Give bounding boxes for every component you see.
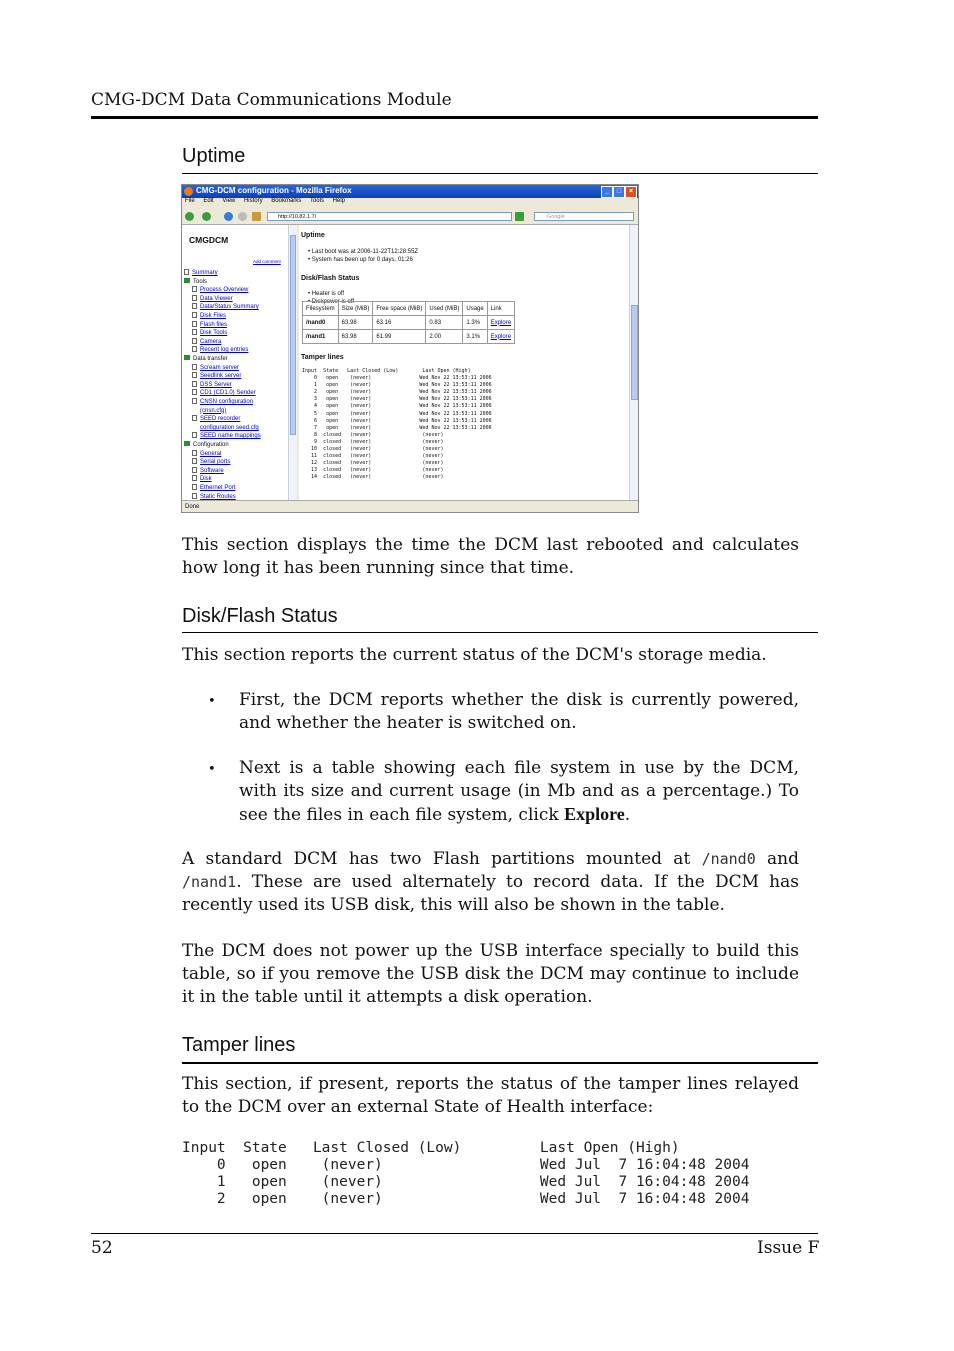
page-number: 52 <box>91 1238 113 1258</box>
sidebar-item-label: Summary <box>192 270 218 276</box>
sidebar-item[interactable] <box>192 407 226 416</box>
menu-history[interactable]: History <box>243 198 263 204</box>
sidebar-item[interactable] <box>192 424 259 433</box>
page-icon <box>192 475 197 481</box>
column-header: Filesystem <box>303 302 339 316</box>
page-icon <box>192 484 197 490</box>
sidebar-item <box>184 278 207 287</box>
sidebar-item[interactable] <box>192 484 235 493</box>
bullet-dot: • <box>208 762 216 777</box>
main-content <box>299 225 629 500</box>
sidebar-item-label: Recent log entries <box>200 347 249 354</box>
table-cell: 2.00 <box>426 330 463 344</box>
sidebar-item[interactable] <box>192 286 248 295</box>
sidebar-item-label: Flash files <box>200 321 228 328</box>
explore-link[interactable]: Explore <box>487 330 514 344</box>
menu-tools[interactable]: Tools <box>309 198 324 204</box>
go-icon[interactable] <box>515 212 524 221</box>
status-text: Done <box>185 504 200 510</box>
main-scrollbar[interactable] <box>629 225 639 500</box>
sidebar-item-label: configuration seed.cfg <box>200 424 259 431</box>
menu-help[interactable]: Help <box>332 198 345 204</box>
sidebar-item[interactable] <box>184 269 218 278</box>
page-icon <box>192 286 197 292</box>
sidebar-item[interactable] <box>192 458 230 467</box>
up-time-item: • System has been up for 0 days, 01:26 <box>308 257 413 263</box>
table-cell: 63.98 <box>338 330 373 344</box>
sidebar-item[interactable] <box>192 372 241 381</box>
mini-tamper-heading: Tamper lines <box>301 354 344 361</box>
stop-icon[interactable] <box>238 212 247 221</box>
folder-icon <box>184 278 190 283</box>
sidebar-item-label: Disk Tools <box>200 330 228 337</box>
tamper-description: This section, if present, reports the status of the tamper lines relayed to the DCM over an external State of Health interface: <box>182 1074 799 1117</box>
header-rule <box>91 116 818 119</box>
page-icon <box>192 467 197 473</box>
sidebar-item-label: Data transfer <box>193 356 228 362</box>
uptime-rule <box>182 173 818 174</box>
window-title: CMG-DCM configuration - Mozilla Firefox <box>196 186 352 195</box>
table-row <box>303 330 515 344</box>
sidebar-item[interactable] <box>192 295 233 304</box>
sidebar-item[interactable] <box>192 338 221 347</box>
sidebar-item-label: Software <box>200 467 224 474</box>
page-icon <box>192 346 197 352</box>
page-icon <box>192 303 197 309</box>
uptime-heading: Uptime <box>182 145 246 167</box>
nand0-path: /nand0 <box>701 850 756 868</box>
footer-rule <box>91 1233 818 1234</box>
sidebar-item[interactable] <box>192 364 239 373</box>
usb-paragraph: The DCM does not power up the USB interface specially to build this table, so if you remove the USB disk the DCM may continue to include it in the table until it attempts a disk operation. <box>182 941 799 1007</box>
explore-link[interactable]: Explore <box>487 316 514 330</box>
status-bar <box>182 500 638 513</box>
page-icon <box>192 458 197 464</box>
menubar <box>182 198 638 208</box>
mini-disk-heading: Disk/Flash Status <box>301 275 360 282</box>
sidebar-item[interactable] <box>192 389 256 398</box>
table-cell: /nand0 <box>303 316 339 330</box>
sidebar-item-label: Process Overview <box>200 287 249 294</box>
page-icon <box>192 432 197 438</box>
table-cell: /nand1 <box>303 330 339 344</box>
page-icon <box>192 312 197 318</box>
sidebar-item-label: Static Routes <box>200 493 236 500</box>
menu-edit[interactable]: Edit <box>203 198 214 204</box>
page-icon <box>192 338 197 344</box>
explore-term: Explore <box>564 804 625 824</box>
sidebar-item-label: Tools <box>193 278 208 285</box>
sidebar-item-label: Data Viewer <box>200 295 233 302</box>
table-cell: 63.16 <box>373 316 426 330</box>
nand1-path: /nand1 <box>182 873 237 891</box>
heater-item: • Heater is off <box>308 291 345 297</box>
tamper-heading: Tamper lines <box>182 1034 296 1056</box>
sidebar-item-label: Serial ports <box>200 459 231 466</box>
maximize-icon[interactable]: □ <box>613 186 625 198</box>
sidebar-item-label: DSS Server <box>200 381 232 388</box>
minimize-icon[interactable]: _ <box>601 186 613 198</box>
sidebar-item-label: Configuration <box>193 442 229 448</box>
table-cell: 61.99 <box>373 330 426 344</box>
sidebar-item[interactable] <box>192 467 224 476</box>
main-scroll-thumb[interactable] <box>631 305 638 400</box>
sidebar-item-label: CNSN configuration <box>200 399 254 405</box>
add-comment-link[interactable]: Add comment <box>253 259 281 264</box>
uptime-description: This section displays the time the DCM last rebooted and calculates how long it has been running since that time. <box>182 535 799 578</box>
firefox-screenshot <box>181 184 639 513</box>
column-header: Free space (MiB) <box>373 302 426 316</box>
tamper-listing: Input State Last Closed (Low) Last Open (High) 0 open (never) Wed Jul 7 16:04:48 2004 1 open (never) Wed Jul 7 16:04:48 2004 2 open (never) Wed Jul 7 16:04:48 2004 <box>182 1140 750 1207</box>
table-cell: 1.3% <box>463 316 487 330</box>
page-icon <box>192 389 197 395</box>
reload-icon[interactable] <box>224 212 233 221</box>
mini-tamper-listing: Input State Last Closed (Low) Last Open (High) 0 open (never) Wed Nov 22 13:53:11 2006 1 open (never) Wed Nov 22 13:53:11 2006 2 open (never) Wed Nov 22 13:53:11 2006 3 open (never) Wed Nov 22 13:53:11 2006 4 open (never) Wed Nov 22 13:53:11 2006 5 open (never) Wed Nov 22 13:53:11 2006 6 open (never) Wed Nov 22 13:53:11 2006 7 open (never) Wed Nov 22 13:53:11 2006 8 closed (never) (never) 9 closed (never) (never) 10 closed (never) (never) 11 closed (never) (never) 12 closed (never) (never) 13 closed (never) (never) 14 closed (never) (never) <box>302 368 492 481</box>
column-header: Usage <box>463 302 487 316</box>
diskpower-item: • Diskpower is off <box>308 299 355 305</box>
page-icon <box>192 381 197 387</box>
table-row <box>303 316 515 330</box>
boot-time-item: • Last boot was at 2006-11-22T12:28:55Z <box>308 249 419 255</box>
bullet-dot: • <box>208 694 216 709</box>
page-icon <box>192 329 197 335</box>
sidebar-item <box>184 441 229 450</box>
sidebar-item[interactable] <box>192 321 227 330</box>
search-input[interactable]: Google <box>534 212 634 221</box>
sidebar-item[interactable] <box>192 450 221 459</box>
sidebar-item[interactable] <box>192 432 261 441</box>
mini-uptime-heading: Uptime <box>301 232 325 239</box>
sidebar-item[interactable] <box>192 398 253 407</box>
disk-intro: This section reports the current status of the DCM's storage media. <box>182 645 767 665</box>
bullet-disk-power: First, the DCM reports whether the disk is currently powered, and whether the heater is switched on. <box>239 690 799 733</box>
nav-toolbar <box>182 209 638 225</box>
page-icon <box>192 295 197 301</box>
sidebar-item-label: General <box>200 450 222 457</box>
page-icon <box>184 269 189 275</box>
disk-rule <box>182 632 818 633</box>
sidebar-item-label: Data/Status Summary <box>200 304 259 311</box>
table-cell: 63.98 <box>338 316 373 330</box>
page-icon <box>192 398 197 404</box>
back-icon[interactable] <box>185 212 194 221</box>
forward-icon[interactable] <box>202 212 211 221</box>
window-titlebar <box>182 185 638 198</box>
sidebar-item-label: SEED name mappings <box>200 433 261 440</box>
sidebar-item[interactable] <box>192 415 240 424</box>
page-icon <box>192 493 197 499</box>
menu-view[interactable]: View <box>222 198 236 204</box>
sidebar-item-label: Disk <box>200 476 212 483</box>
disk-heading: Disk/Flash Status <box>182 605 338 627</box>
column-header: Used (MiB) <box>426 302 463 316</box>
brand-label: CMGDCM <box>189 235 229 245</box>
menu-bookmarks[interactable]: Bookmarks <box>271 198 302 204</box>
sidebar-item-label: Ethernet Port <box>200 485 236 491</box>
sidebar-item[interactable] <box>192 303 259 312</box>
partitions-paragraph: A standard DCM has two Flash partitions mounted at /nand0 and /nand1. These are used alternately to record data. If the DCM has recently used its USB disk, this will also be shown in the table. <box>182 849 799 915</box>
nav-sidebar <box>182 225 296 500</box>
filesystem-table-header <box>303 302 515 316</box>
url-input[interactable]: http://10.82.1.7/ <box>267 212 512 221</box>
sidebar-scroll-thumb[interactable] <box>290 235 296 435</box>
sidebar-item-label: Seedlink server <box>200 373 242 380</box>
sidebar-item-label: Disk Files <box>200 313 227 319</box>
folder-icon <box>184 355 190 360</box>
sidebar-item[interactable] <box>192 329 227 338</box>
sidebar-item <box>184 355 228 364</box>
filesystem-table <box>302 301 515 344</box>
menu-file[interactable]: File <box>185 198 195 204</box>
page-icon <box>192 450 197 456</box>
sidebar-item-label: Scream server <box>200 364 240 371</box>
page-icon <box>192 372 197 378</box>
table-cell: 3.1% <box>463 330 487 344</box>
column-header: Link <box>487 302 514 316</box>
bullet-filesystem-table: Next is a table showing each file system in use by the DCM, with its size and current usage (in Mb and as a percentage.) To see the files in each file system, click Explore. <box>239 758 799 825</box>
sidebar-item-label: CD1 (CD1.0) Sender <box>200 390 256 397</box>
firefox-icon <box>184 187 193 196</box>
sidebar-item-label: SEED recorder <box>200 416 241 423</box>
sidebar-item[interactable] <box>192 312 226 321</box>
close-icon[interactable]: × <box>625 186 637 198</box>
running-header: CMG-DCM Data Communications Module <box>91 90 452 110</box>
sidebar-item[interactable] <box>192 346 248 355</box>
page-icon <box>192 321 197 327</box>
table-cell: 0.83 <box>426 316 463 330</box>
column-header: Size (MiB) <box>338 302 373 316</box>
sidebar-item[interactable] <box>192 381 232 390</box>
page-icon <box>192 364 197 370</box>
sidebar-item-label: Camera <box>200 338 222 345</box>
folder-icon <box>184 441 190 446</box>
tamper-rule <box>182 1062 818 1064</box>
home-icon[interactable] <box>252 212 261 221</box>
page-icon <box>192 415 197 421</box>
sidebar-item[interactable] <box>192 475 212 484</box>
sidebar-scrollbar[interactable] <box>288 225 297 500</box>
issue-label: Issue F <box>757 1238 820 1258</box>
sidebar-item-label: (cnsn.cfg) <box>200 407 227 414</box>
